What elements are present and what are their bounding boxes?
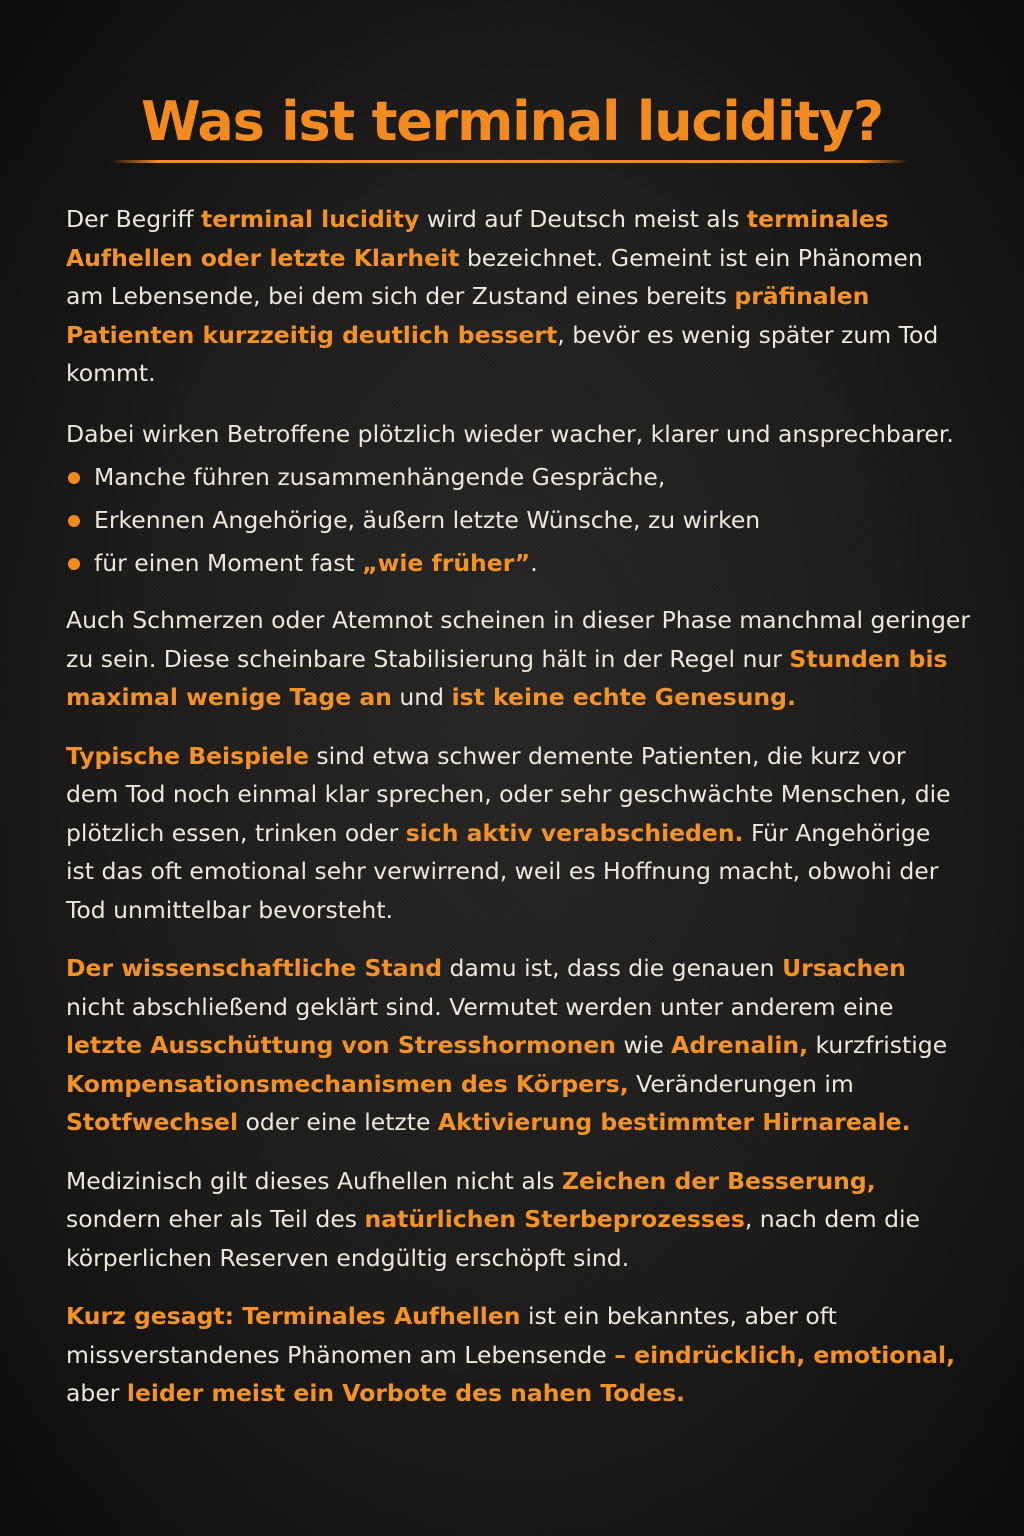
highlight-term: terminal lucidity <box>201 205 420 233</box>
paragraph-examples <box>66 737 961 930</box>
highlight-term: sich aktiv verabschieden. <box>405 818 744 847</box>
bullet-dot-icon <box>68 472 80 484</box>
paragraph-medical-view <box>66 1162 961 1278</box>
highlight-term: Der wissenschaftliche Stand <box>66 954 443 982</box>
bullet-dot-icon <box>68 515 80 527</box>
text-run: Veränderungen im <box>628 1069 854 1098</box>
highlight-term: „wie früher” <box>362 549 531 577</box>
highlight-term: Ursachen <box>782 954 906 982</box>
paragraph-definition <box>66 200 946 393</box>
highlight-term: Zeichen der Besserung, <box>562 1166 876 1195</box>
highlight-term: letzte Ausschüttung von Stresshormonen <box>66 1031 617 1059</box>
article-body <box>66 200 996 1413</box>
text-run: ist ein bekanntes, aber oft missverstandenes Phänomen am Lebensende <box>66 1302 837 1369</box>
list-item-text: . <box>530 549 538 577</box>
highlight-term: – eindrücklich, emotional, <box>614 1340 956 1369</box>
text-run: aber <box>66 1379 127 1407</box>
page-title: Was ist terminal lucidity? <box>140 90 884 153</box>
highlight-term: leider meist ein Vorbote des nahen Todes. <box>126 1379 686 1407</box>
text-run: , nach dem die körperlichen Reserven endgültig erschöpft sind. <box>66 1205 920 1272</box>
text-run: Medizinisch gilt dieses Aufhellen nicht als <box>66 1166 563 1195</box>
text-run: wie <box>616 1031 672 1059</box>
paragraph-duration <box>66 601 996 717</box>
text-run: Für Angehörige ist das oft emotional sehr verwirrend, weil es Hoffnung macht, obwohi der Tod unmittelbar bevorsteht. <box>66 818 939 924</box>
text-run: und <box>391 683 452 711</box>
text-run: oder eine letzte <box>238 1108 438 1136</box>
text-run: , bevör es wenig später zum Tod kommt. <box>66 320 939 387</box>
text-run: sind etwa schwer demente Patienten, die kurz vor dem Tod noch einmal klar sprechen, oder sehr geschwächte Menschen, die plötzlich essen, trinken oder <box>66 741 951 847</box>
highlight-term: Aktivierung bestimmter Hirnareale. <box>437 1108 911 1136</box>
bullet-dot-icon <box>68 558 80 570</box>
text-run: damu ist, dass die genauen <box>442 954 783 982</box>
highlight-term: Stotfwechsel <box>66 1108 239 1136</box>
paragraph-science <box>66 949 961 1142</box>
list-item-text: für einen Moment fast <box>94 549 363 577</box>
list-item <box>66 499 996 542</box>
list-item <box>66 456 996 499</box>
list-item-text: Erkennen Angehörige, äußern letzte Wünsche, zu wirken <box>94 506 761 534</box>
highlight-term: terminales Aufhellen oder letzte Klarheit <box>66 205 889 272</box>
highlight-term: Kompensationsmechanismen des Körpers, <box>66 1069 629 1098</box>
highlight-term: Kurz gesagt: Terminales Aufhellen <box>66 1302 521 1330</box>
effects-list <box>66 456 996 585</box>
highlight-term: Adrenalin, <box>671 1031 809 1059</box>
paragraph-effects-intro: Dabei wirken Betroffene plötzlich wieder wacher, klarer und ansprechbarer. <box>66 419 954 448</box>
text-run: sondern eher als Teil des <box>66 1205 365 1233</box>
highlight-term: präfinalen Patienten kurzzeitig deutlich bessert <box>66 282 870 349</box>
highlight-term: ist keine echte Genesung. <box>451 683 796 711</box>
highlight-term: Typische Beispiele <box>66 741 309 770</box>
highlight-term: natürlichen Sterbeprozesses <box>364 1205 745 1233</box>
text-run: wird auf Deutsch meist als <box>419 205 747 233</box>
text-run: Der Begriff <box>66 205 202 233</box>
text-run: nicht abschließend geklärt sind. Vermutet werden unter anderem eine <box>66 992 894 1021</box>
title-underline <box>110 160 910 163</box>
highlight-term: Stunden bis maximal wenige Tage an <box>66 644 948 711</box>
text-run: bezeichnet. Gemeint ist ein Phänomen am Lebensende, bei dem sich der Zustand eines bereits <box>66 243 923 310</box>
list-item-text: Manche führen zusammenhängende Gespräche, <box>94 463 666 491</box>
text-run: Auch Schmerzen oder Atemnot scheinen in dieser Phase manchmal geringer zu sein. Diese scheinbare Stabilisierung hält in der Regel nur <box>66 606 971 673</box>
paragraph-summary <box>66 1297 961 1413</box>
text-run: kurzfristige <box>808 1031 948 1059</box>
list-item <box>66 542 996 585</box>
